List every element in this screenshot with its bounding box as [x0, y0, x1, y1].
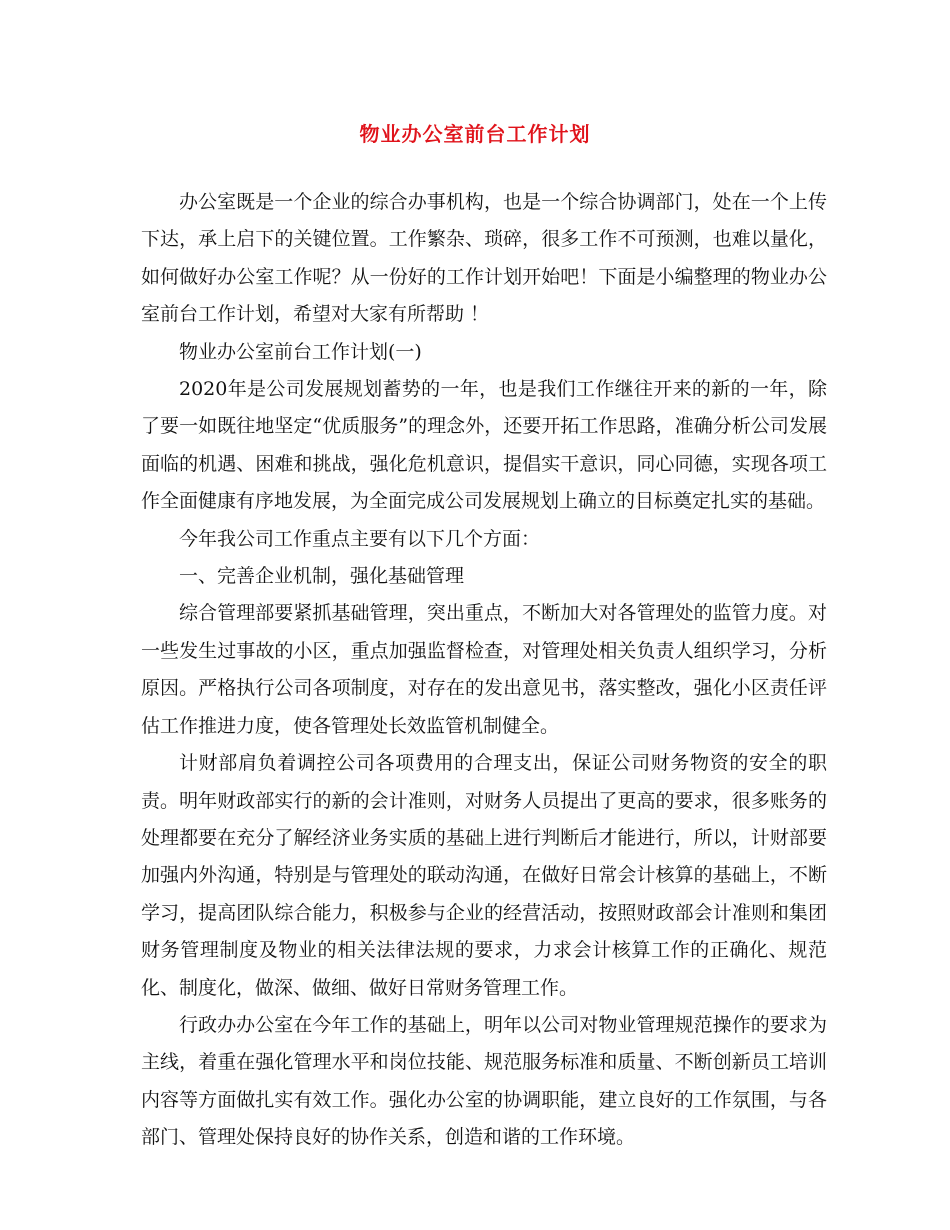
paragraph-admin-office: 行政办办公室在今年工作的基础上，明年以公司对物业管理规范操作的要求为主线，着重在强化管理水平和岗位技能、规范服务标准和质量、不断创新员工培训内容等方面做扎实有效工作。强化办公室的协调职能，建立良好的工作氛围，与各部门、管理处保持良好的协作关系，创造和谐的工作环境。 [141, 1013, 827, 1149]
paragraph-finance: 计财部肩负着调控公司各项费用的合理支出，保证公司财务物资的安全的职责。明年财政部实行的新的会计准则，对财务人员提出了更高的要求，很多账务的处理都要在充分了解经济业务实质的基础上进行判断后才能进行，所以，计财部要加强内外沟通，特别是与管理处的联动沟通，在做好日常会计核算的基础上，不断学习，提高团队综合能力，积极参与企业的经营活动，按照财政部会计准则和集团财务管理制度及物业的相关法律法规的要求，力求会计核算工作的正确化、规范化、制度化，做深、做细、做好日常财务管理工作。 [141, 752, 827, 999]
paragraph-subtitle: 物业办公室前台工作计划(一) [179, 340, 422, 363]
section-heading-1: 一、完善企业机制，强化基础管理 [179, 565, 465, 588]
paragraph-intro: 办公室既是一个企业的综合办事机构，也是一个综合协调部门，处在一个上传下达，承上启下的关键位置。工作繁杂、琐碎，很多工作不可预测，也难以量化，如何做好办公室工作呢？从一份好的工作计划开始吧！下面是小编整理的物业办公室前台工作计划，希望对大家有所帮助 ！ [141, 191, 827, 326]
document-title: 物业办公室前台工作计划 [359, 122, 591, 146]
document-body [141, 184, 827, 1157]
paragraph-management: 综合管理部要紧抓基础管理，突出重点，不断加大对各管理处的监管力度。对一些发生过事故的小区，重点加强监督检查，对管理处相关负责人组织学习，分析原因。严格执行公司各项制度，对存在的发出意见书，落实整改，强化小区责任评估工作推进力度，使各管理处长效监管机制健全。 [141, 602, 827, 737]
paragraph-overview: 2020年是公司发展规划蓄势的一年，也是我们工作继往开来的新的一年，除了要一如既往地坚定“优质服务”的理念外，还要开拓工作思路，准确分析公司发展面临的机遇、困难和挑战，强化危机意识，提倡实干意识，同心同德，实现各项工作全面健康有序地发展，为全面完成公司发展规划上确立的目标奠定扎实的基础。 [141, 378, 827, 513]
paragraph-key-points: 今年我公司工作重点主要有以下几个方面： [179, 527, 541, 550]
